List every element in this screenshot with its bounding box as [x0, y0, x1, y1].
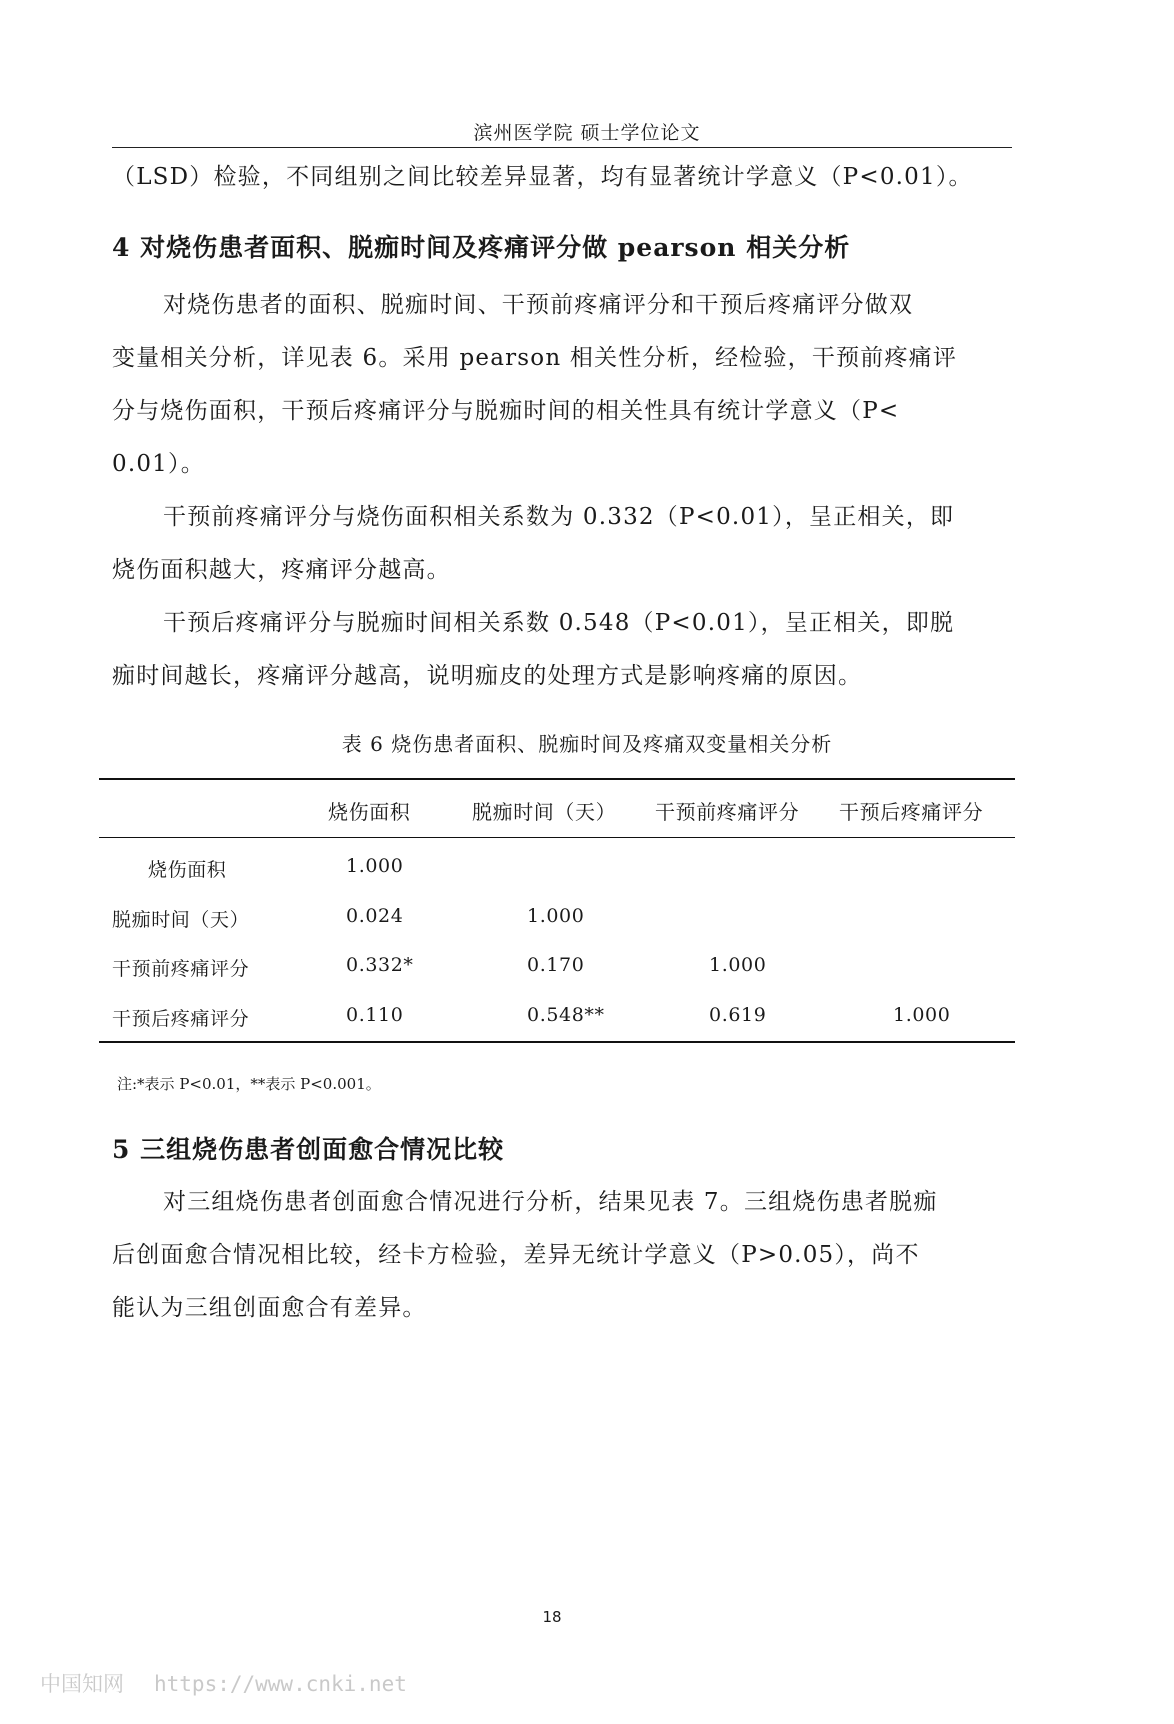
paragraph-4-line-1: 对三组烧伤患者创面愈合情况进行分析，结果见表 7。三组烧伤患者脱痂	[163, 1189, 938, 1215]
table-cell: 1.000	[346, 855, 404, 877]
paragraph-2-line-2: 烧伤面积越大，疼痛评分越高。	[112, 557, 451, 583]
column-header: 烧伤面积	[328, 800, 411, 824]
table-cell: 1.000	[527, 905, 585, 927]
column-header: 干预前疼痛评分	[655, 800, 800, 824]
column-header: 干预后疼痛评分	[839, 800, 984, 824]
paragraph-4-line-2: 后创面愈合情况相比较，经卡方检验，差异无统计学意义（P>0.05），尚不	[112, 1242, 920, 1268]
table-cell: 0.619	[709, 1004, 767, 1026]
watermark-url: https://www.cnki.net	[154, 1672, 407, 1696]
table-cell: 0.170	[527, 954, 585, 976]
table-top-rule	[99, 778, 1015, 780]
paragraph-1-line-2: 变量相关分析，详见表 6。采用 pearson 相关性分析，经检验，干预前疼痛评	[112, 345, 958, 371]
watermark-brand: 中国知网	[40, 1672, 124, 1696]
section-5-heading: 5 三组烧伤患者创面愈合情况比较	[112, 1135, 505, 1164]
page-number: 18	[542, 1608, 562, 1626]
table-bottom-rule	[99, 1041, 1015, 1043]
row-label: 脱痂时间（天）	[112, 909, 250, 931]
cnki-watermark	[40, 1668, 407, 1698]
table-cell: 1.000	[709, 954, 767, 976]
paragraph-4-line-3: 能认为三组创面愈合有差异。	[112, 1295, 427, 1321]
running-header: 滨州医学院 硕士学位论文	[473, 122, 701, 144]
header-rule	[112, 147, 1012, 148]
row-label: 干预前疼痛评分	[112, 958, 250, 980]
paragraph-2-line-1: 干预前疼痛评分与烧伤面积相关系数为 0.332（P<0.01），呈正相关，即	[163, 504, 955, 530]
paragraph-1-line-1: 对烧伤患者的面积、脱痂时间、干预前疼痛评分和干预后疼痛评分做双	[163, 292, 914, 318]
section-4-heading: 4 对烧伤患者面积、脱痂时间及疼痛评分做 pearson 相关分析	[112, 233, 851, 262]
table-cell: 0.548**	[527, 1004, 605, 1026]
paragraph-1-line-4: 0.01）。	[112, 451, 205, 477]
column-header: 脱痂时间（天）	[472, 800, 617, 824]
carry-over-line: （LSD）检验，不同组别之间比较差异显著，均有显著统计学意义（P<0.01）。	[112, 164, 973, 190]
row-label: 烧伤面积	[148, 859, 227, 881]
table-cell: 0.024	[346, 905, 404, 927]
table-note: 注:*表示 P<0.01，**表示 P<0.001。	[117, 1075, 381, 1093]
table-caption: 表 6 烧伤患者面积、脱痂时间及疼痛双变量相关分析	[341, 732, 833, 756]
table-cell: 0.110	[346, 1004, 404, 1026]
table-cell: 1.000	[893, 1004, 951, 1026]
table-header-rule	[99, 837, 1015, 838]
table-cell: 0.332*	[346, 954, 414, 976]
paragraph-1-line-3: 分与烧伤面积，干预后疼痛评分与脱痂时间的相关性具有统计学意义（P<	[112, 398, 900, 424]
row-label: 干预后疼痛评分	[112, 1008, 250, 1030]
paragraph-3-line-1: 干预后疼痛评分与脱痂时间相关系数 0.548（P<0.01），呈正相关，即脱	[163, 610, 955, 636]
paragraph-3-line-2: 痂时间越长，疼痛评分越高，说明痂皮的处理方式是影响疼痛的原因。	[112, 663, 863, 689]
